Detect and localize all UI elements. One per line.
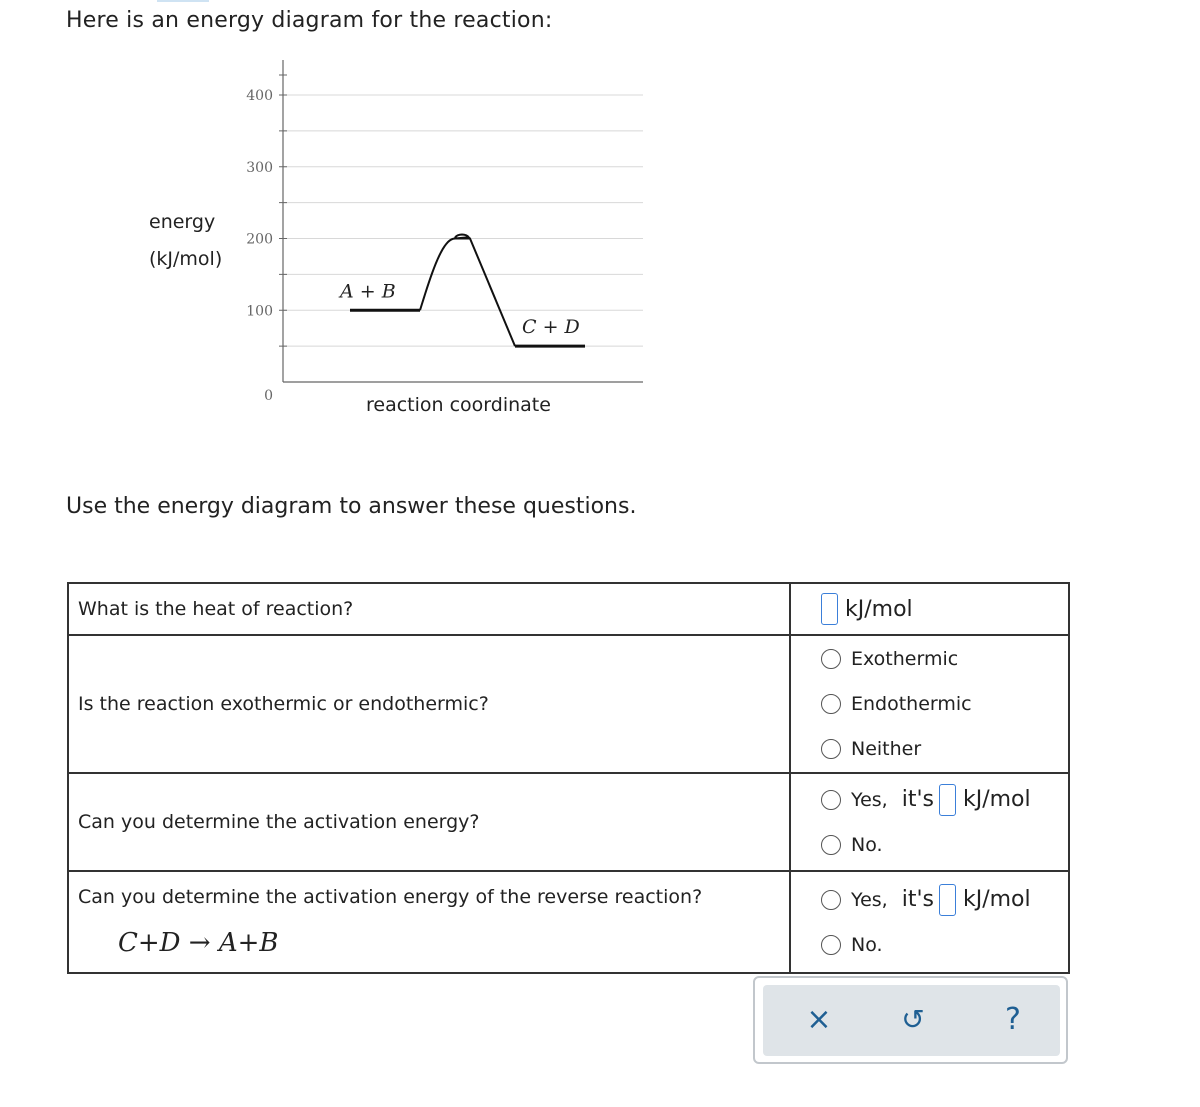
radio-reverse-yes[interactable] bbox=[821, 890, 841, 910]
radio-exothermic[interactable] bbox=[821, 649, 841, 669]
y-tick-label: 0 bbox=[264, 388, 273, 404]
y-tick-label: 300 bbox=[246, 159, 273, 176]
option-activation-no[interactable]: No. bbox=[821, 822, 1068, 867]
y-tick-labels bbox=[246, 88, 273, 404]
energy-diagram bbox=[230, 55, 650, 404]
question-row-exo-endo bbox=[68, 635, 1069, 773]
heat-answer-input[interactable] bbox=[821, 593, 838, 625]
heat-unit: kJ/mol bbox=[845, 596, 913, 622]
undo-icon: ↺ bbox=[901, 1003, 925, 1036]
close-icon: × bbox=[806, 1002, 832, 1037]
option-reverse-no[interactable]: No. bbox=[821, 922, 1068, 967]
question-activation-text: Can you determine the activation energy? bbox=[68, 773, 790, 871]
y-tick-label: 400 bbox=[246, 88, 273, 104]
reverse-reaction-equation: C+D → A+B bbox=[118, 928, 279, 958]
y-axis-label bbox=[149, 204, 222, 278]
reactants-label: A + B bbox=[340, 280, 396, 303]
question-row-heat bbox=[68, 583, 1069, 635]
undo-button[interactable] bbox=[895, 1002, 931, 1038]
radio-activation-yes[interactable] bbox=[821, 790, 841, 810]
top-tab-indicator bbox=[157, 0, 209, 2]
question-reverse-text: Can you determine the activation energy of the reverse reaction? bbox=[78, 886, 703, 908]
question-row-reverse-activation bbox=[68, 871, 1069, 973]
y-tick-label: 200 bbox=[246, 231, 273, 248]
radio-neither[interactable] bbox=[821, 739, 841, 759]
activation-answer-input[interactable] bbox=[939, 784, 956, 816]
radio-activation-no[interactable] bbox=[821, 835, 841, 855]
help-icon: ? bbox=[1005, 1002, 1021, 1037]
question-heat-text: What is the heat of reaction? bbox=[68, 583, 790, 635]
radio-endothermic[interactable] bbox=[821, 694, 841, 714]
option-endothermic[interactable]: Endothermic bbox=[821, 682, 1068, 727]
y-axis-label-line1: energy bbox=[149, 211, 216, 233]
answer-toolbar bbox=[753, 976, 1068, 1064]
option-reverse-yes[interactable]: Yes, it's kJ/mol bbox=[821, 877, 1068, 922]
grid-lines bbox=[283, 95, 643, 346]
option-exothermic[interactable]: Exothermic bbox=[821, 637, 1068, 682]
intro-text: Here is an energy diagram for the reaction: bbox=[66, 8, 553, 33]
help-button[interactable] bbox=[995, 1002, 1031, 1038]
reverse-activation-answer-input[interactable] bbox=[939, 884, 956, 916]
products-label: C + D bbox=[522, 316, 580, 339]
question-exo-endo-text: Is the reaction exothermic or endothermic? bbox=[68, 635, 790, 773]
option-neither[interactable]: Neither bbox=[821, 727, 1068, 772]
question-row-activation bbox=[68, 773, 1069, 871]
x-axis-label: reaction coordinate bbox=[366, 394, 551, 416]
clear-button[interactable] bbox=[801, 1002, 837, 1038]
option-activation-yes[interactable]: Yes, it's kJ/mol bbox=[821, 777, 1068, 822]
energy-curve bbox=[420, 235, 515, 347]
instructions-text: Use the energy diagram to answer these questions. bbox=[66, 494, 637, 519]
y-tick-label: 100 bbox=[246, 303, 273, 320]
questions-table bbox=[67, 582, 1070, 974]
radio-reverse-no[interactable] bbox=[821, 935, 841, 955]
y-axis-label-line2: (kJ/mol) bbox=[149, 248, 223, 270]
